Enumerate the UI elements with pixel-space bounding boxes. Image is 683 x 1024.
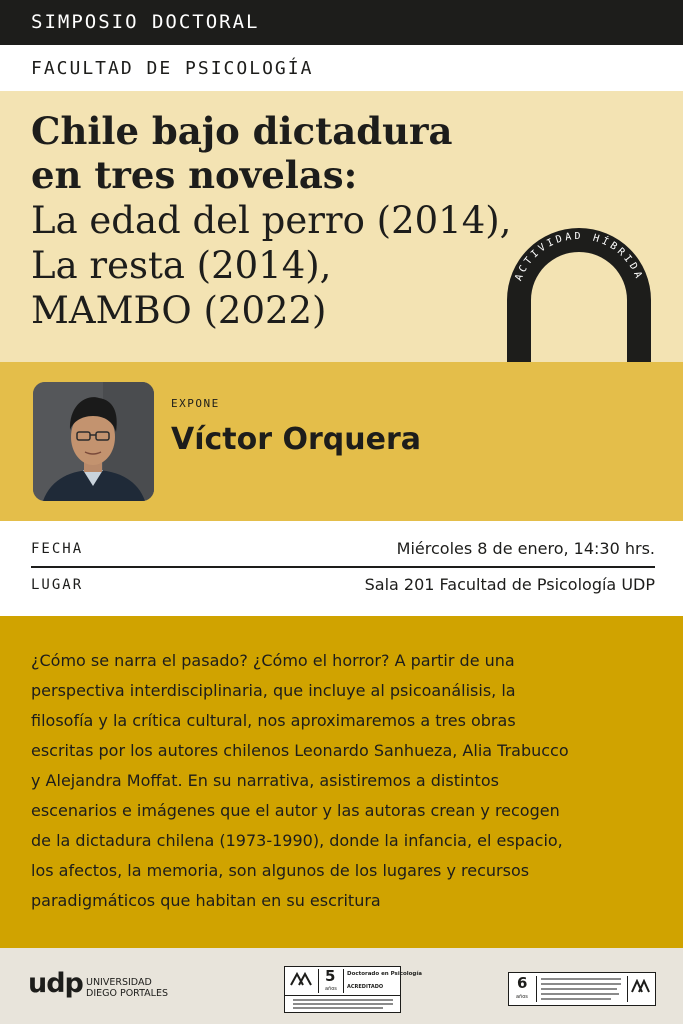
accreditation-commission-icon (631, 979, 653, 993)
place-value: Sala 201 Facultad de Psicología UDP (364, 575, 655, 594)
udp-logo-mark: udp (28, 968, 83, 999)
description-line: paradigmáticos que habitan en su escritura (31, 891, 381, 910)
speaker-role-label: EXPONE (171, 397, 220, 410)
title-line-2: en tres novelas: (31, 153, 358, 197)
place-row (31, 571, 655, 603)
description-line: filosofía y la crítica cultural, nos aproximaremos a tres obras (31, 711, 516, 730)
event-type-label: SIMPOSIO DOCTORAL (31, 11, 260, 33)
date-label: FECHA (31, 541, 84, 557)
udp-name-line-1: UNIVERSIDAD (86, 977, 152, 988)
faculty-label: FACULTAD DE PSICOLOGÍA (31, 58, 314, 79)
title-line-3: La edad del perro (2014), (31, 199, 512, 242)
description-line: los afectos, la memoria, son algunos de los lugares y recursos (31, 861, 530, 880)
program-status: ACREDITADO (347, 984, 384, 990)
description-block (0, 616, 683, 948)
description-line: ¿Cómo se narra el pasado? ¿Cómo el horror? A partir de una (31, 651, 515, 670)
program-accreditation-seal (284, 966, 422, 1013)
faculty-bar (0, 45, 683, 91)
accreditation-commission-icon (289, 971, 317, 987)
title-line-1: Chile bajo dictadura (31, 109, 453, 153)
program-years-label: años (325, 986, 337, 992)
event-info-block (0, 521, 683, 616)
description-line: y Alejandra Moffat. En su narrativa, asistiremos a distintos (31, 771, 499, 790)
footer (0, 948, 683, 1024)
program-name: Doctorado en Psicología (347, 971, 422, 977)
speaker-name: Víctor Orquera (171, 422, 421, 457)
university-years-label: años (516, 994, 528, 1000)
program-years: 5 (325, 967, 336, 985)
udp-name-line-2: DIEGO PORTALES (86, 988, 168, 999)
date-row (31, 535, 655, 567)
description-line: escenarios e imágenes que el autor y las autoras crean y recogen (31, 801, 560, 820)
event-type-bar (0, 0, 683, 45)
description-line: de la dictadura chilena (1973-1990), donde la infancia, el espacio, (31, 831, 563, 850)
place-label: LUGAR (31, 577, 84, 593)
badge-text: ACTIVIDAD HÍBRIDA (513, 231, 645, 283)
udp-logo-text (86, 977, 168, 999)
title-line-4: La resta (2014), (31, 244, 332, 287)
description-line: perspectiva interdisciplinaria, que incluye al psicoanálisis, la (31, 681, 516, 700)
university-years: 6 (517, 974, 528, 992)
speaker-block (0, 362, 683, 521)
speaker-photo (33, 382, 154, 501)
description-line: escritas por los autores chilenos Leonardo Sanhueza, Alia Trabucco (31, 741, 569, 760)
title-line-5: MAMBO (2022) (31, 289, 327, 332)
hybrid-activity-badge (501, 222, 657, 378)
date-value: Miércoles 8 de enero, 14:30 hrs. (396, 539, 655, 558)
info-divider (31, 566, 655, 568)
university-accreditation-seal (508, 972, 656, 1006)
